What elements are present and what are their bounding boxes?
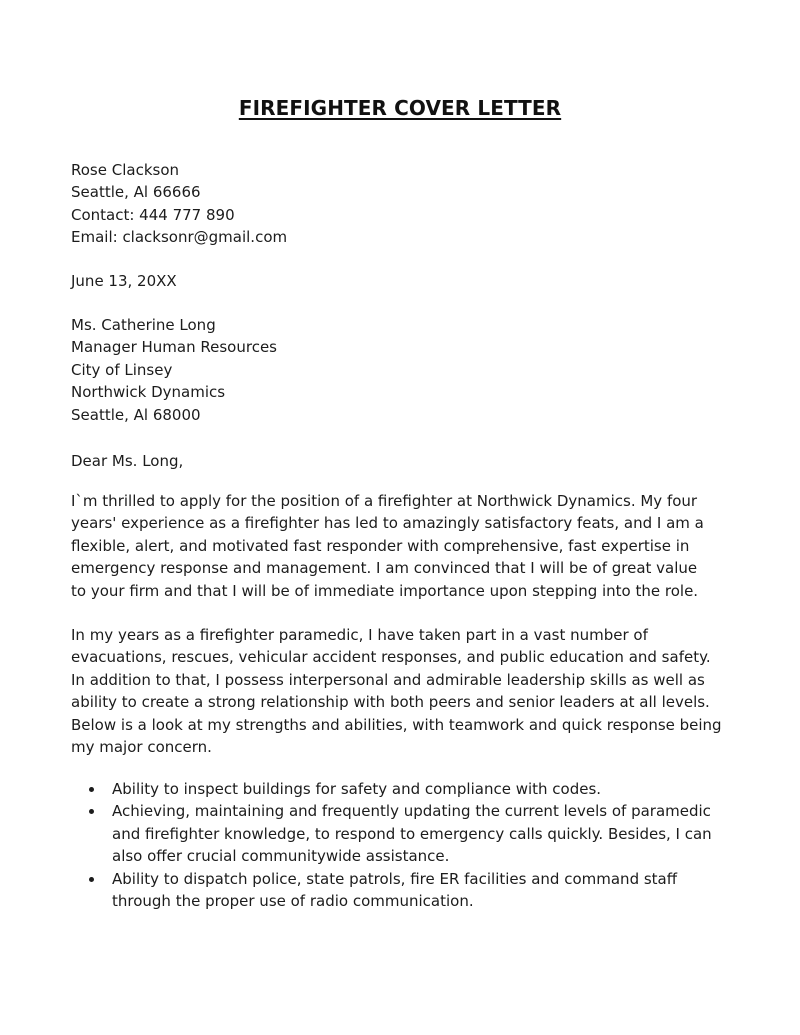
paragraph-line: Below is a look at my strengths and abilities, with teamwork and quick response being — [71, 715, 722, 734]
recipient-company: Northwick Dynamics — [71, 383, 226, 402]
paragraph-line: years' experience as a firefighter has led to amazingly satisfactory feats, and I am a — [71, 514, 704, 533]
sender-contact: Contact: 444 777 890 — [71, 205, 235, 224]
list-item-line: Achieving, maintaining and frequently updating the current levels of paramedic — [112, 802, 711, 821]
paragraph-line: ability to create a strong relationship with both peers and senior leaders at all levels. — [71, 693, 710, 712]
paragraph-line: emergency response and management. I am convinced that I will be of great value — [71, 559, 698, 578]
recipient-address: Seattle, Al 68000 — [71, 405, 201, 424]
sender-address: Seattle, Al 66666 — [71, 183, 201, 202]
bullet-icon — [89, 877, 94, 882]
date-text: June 13, 20XX — [71, 272, 177, 290]
bullet-icon — [89, 787, 94, 792]
list-item-line: through the proper use of radio communication. — [112, 892, 474, 911]
paragraph-line: In my years as a firefighter paramedic, I have taken part in a vast number of — [71, 626, 648, 644]
body-paragraph-1 — [71, 490, 731, 602]
recipient-city: City of Linsey — [71, 360, 173, 379]
list-item — [71, 868, 741, 913]
sender-email: Email: clacksonr@gmail.com — [71, 228, 288, 247]
sender-name: Rose Clackson — [71, 161, 180, 179]
list-item-line: Ability to dispatch police, state patrols, fire ER facilities and command staff — [112, 869, 678, 888]
recipient-block — [71, 314, 741, 426]
paragraph-line: flexible, alert, and motivated fast responder with comprehensive, fast expertise in — [71, 536, 690, 555]
list-item-line: and firefighter knowledge, to respond to emergency calls quickly. Besides, I can — [112, 824, 712, 843]
paragraph-line: to your firm and that I will be of immediate importance upon stepping into the role. — [71, 581, 699, 600]
strengths-list — [71, 778, 741, 912]
sender-block — [71, 159, 741, 249]
bullet-icon — [89, 809, 94, 814]
recipient-title: Manager Human Resources — [71, 338, 277, 357]
letter-title: FIREFIGHTER COVER LETTER — [238, 96, 562, 120]
recipient-name: Ms. Catherine Long — [71, 316, 216, 334]
letter-date — [71, 270, 741, 292]
salutation-text: Dear Ms. Long, — [71, 452, 184, 470]
list-item-line: Ability to inspect buildings for safety and compliance with codes. — [112, 780, 602, 798]
paragraph-line: I`m thrilled to apply for the position of a firefighter at Northwick Dynamics. My four — [71, 492, 698, 510]
list-item-line: also offer crucial communitywide assistance. — [112, 847, 450, 866]
paragraph-line: my major concern. — [71, 738, 212, 757]
list-item — [71, 800, 741, 867]
salutation — [71, 450, 741, 472]
body-paragraph-2 — [71, 624, 731, 758]
paragraph-line: In addition to that, I possess interpersonal and admirable leadership skills as well as — [71, 670, 705, 689]
paragraph-line: evacuations, rescues, vehicular accident responses, and public education and safety. — [71, 648, 711, 667]
list-item — [71, 778, 741, 800]
